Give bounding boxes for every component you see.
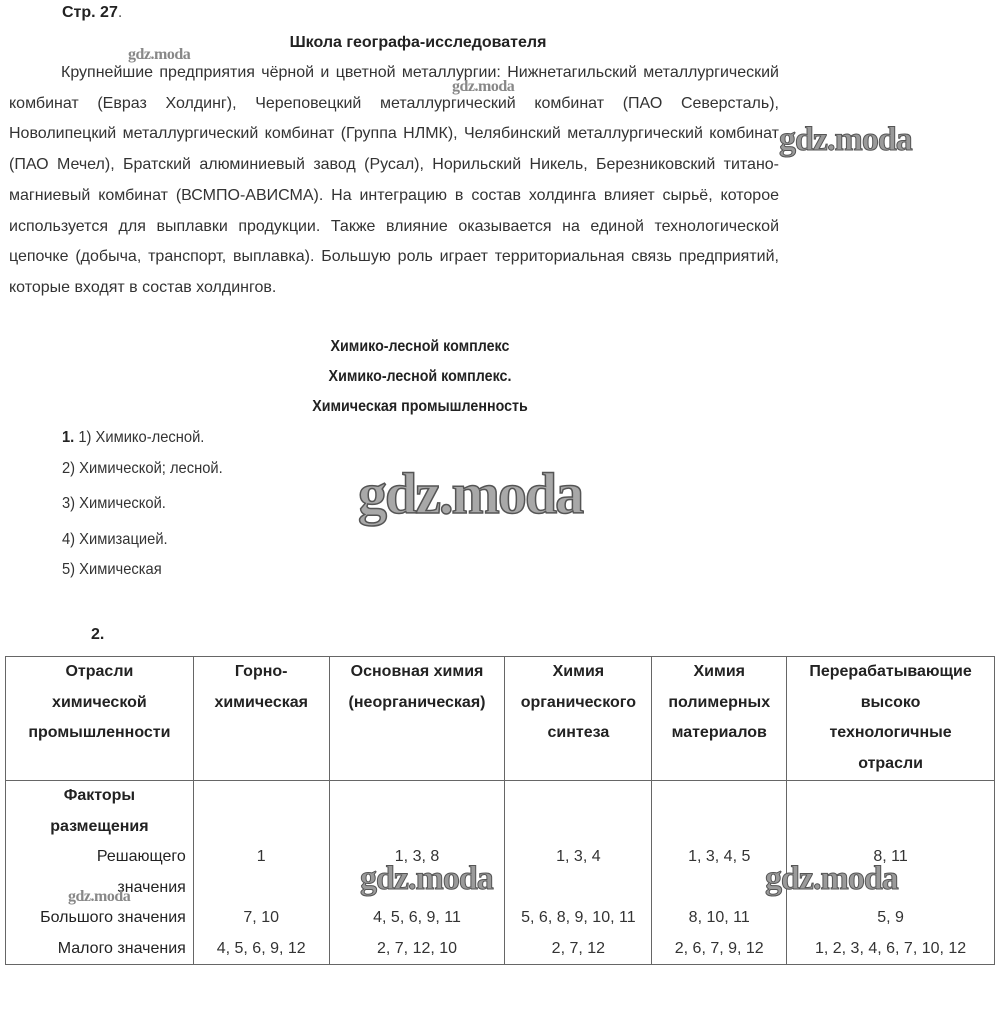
header-line: синтеза xyxy=(547,724,610,741)
subtitle-chemical-industry: Химическая промышленность xyxy=(312,398,528,415)
answer-text: 1) Химико-лесной. xyxy=(78,429,205,446)
decisive-value: 1, 3, 4 xyxy=(556,848,601,865)
large-value: 8, 10, 11 xyxy=(688,909,750,926)
header-organic-synthesis xyxy=(505,657,652,781)
header-line: Основная химия xyxy=(350,663,484,680)
small-value: 2, 7, 12 xyxy=(551,939,606,957)
section-title: Школа географа-исследователя xyxy=(289,34,547,51)
header-mining-chemical xyxy=(193,657,329,781)
small-value: 2, 7, 12, 10 xyxy=(376,939,458,957)
task-1-number: 1. xyxy=(62,429,75,446)
large-value: 5, 9 xyxy=(877,909,904,926)
answer-2: 2) Химической; лесной. xyxy=(62,460,223,477)
decisive-value: 8, 11 xyxy=(873,848,908,865)
decisive-label: Решающего xyxy=(96,848,186,865)
decisive-value: 1, 3, 8 xyxy=(394,848,440,865)
header-line: органического xyxy=(520,693,636,711)
large-value: 7, 10 xyxy=(243,909,279,926)
header-line: Химия xyxy=(693,663,745,680)
subtitle-complex-2: Химико-лесной комплекс. xyxy=(328,368,512,385)
paragraph-metallurgy xyxy=(9,58,779,304)
header-basic-chemistry xyxy=(329,657,505,781)
header-line: технологичные xyxy=(829,724,952,741)
row-labels-cell xyxy=(6,781,194,965)
watermark-medium: gdz.moda xyxy=(765,860,898,897)
page-number-dot: . xyxy=(117,4,123,21)
answer-3: 3) Химической. xyxy=(62,495,166,512)
header-line: Горно- xyxy=(234,663,288,680)
watermark-medium: gdz.moda xyxy=(360,860,493,897)
task-2-number: 2. xyxy=(91,626,105,643)
watermark-medium: gdz.moda xyxy=(779,121,912,158)
small-label: Малого значения xyxy=(57,939,186,957)
header-line: (неорганическая) xyxy=(348,693,486,711)
header-line: высоко xyxy=(860,693,921,711)
header-line: промышленности xyxy=(28,724,171,741)
small-value: 2, 6, 7, 9, 12 xyxy=(674,939,764,957)
small-value: 4, 5, 6, 9, 12 xyxy=(216,939,306,957)
answer-4: 4) Химизацией. xyxy=(62,531,168,548)
decisive-value: 1 xyxy=(256,848,266,865)
paragraph-text: Крупнейшие предприятия чёрной и цветной металлургии: Нижнетагильский металлургический комбинат (Евраз Холдинг), Череповецкий металлургический комбинат (ПАО Северсталь), Новолипецкий металлургический комбинат (Группа НЛМК), Челябинский металлургический комбинат (ПАО Мечел), Братский алюминиевый завод (Русал), Норильский Никель, Березниковский титано-магниевый комбинат (ВСМПО-АВИСМА). На интеграцию в состав холдинга влияет сырьё, которое используется для выплавки продукции. Также влияние оказывается на единой технологической цепочке (добыча, транспорт, выплавка). Большую роль играет территориальная связь предприятий, которые входят в состав холдингов. xyxy=(9,64,779,296)
header-line: Перерабатывающие xyxy=(809,663,972,680)
decisive-label-2: значения xyxy=(117,878,186,896)
page-number: Стр. 27 xyxy=(62,4,118,21)
subtitle-complex: Химико-лесной комплекс xyxy=(330,338,510,355)
header-polymer-materials xyxy=(652,657,787,781)
large-label: Большого значения xyxy=(40,909,186,926)
header-line: полимерных xyxy=(668,693,771,711)
header-industries xyxy=(6,657,194,781)
watermark-small: gdz.moda xyxy=(68,888,131,905)
header-line: материалов xyxy=(671,724,767,741)
large-value: 4, 5, 6, 9, 11 xyxy=(373,909,461,926)
mining-chemical-values xyxy=(193,781,329,965)
header-line: отрасли xyxy=(858,754,923,772)
page-reference xyxy=(62,4,122,22)
header-line: химической xyxy=(52,693,147,711)
answer-1 xyxy=(62,429,204,447)
factors-label: Факторы xyxy=(63,787,136,804)
header-high-tech xyxy=(787,657,995,781)
large-value: 5, 6, 8, 9, 10, 11 xyxy=(521,909,636,926)
header-line: химическая xyxy=(214,693,308,711)
organic-synthesis-values xyxy=(505,781,652,965)
small-value: 1, 2, 3, 4, 6, 7, 10, 12 xyxy=(814,939,967,957)
chemical-industry-table xyxy=(5,656,995,965)
decisive-value: 1, 3, 4, 5 xyxy=(688,848,751,865)
watermark-small: gdz.moda xyxy=(452,78,515,95)
table-header-row xyxy=(6,657,995,781)
watermark-small: gdz.moda xyxy=(128,46,191,63)
placement-label: размещения xyxy=(50,817,149,835)
header-line: Отрасли xyxy=(65,663,134,680)
answer-5: 5) Химическая xyxy=(62,561,162,578)
header-line: Химия xyxy=(552,663,605,680)
watermark-large: gdz.moda xyxy=(358,461,583,526)
